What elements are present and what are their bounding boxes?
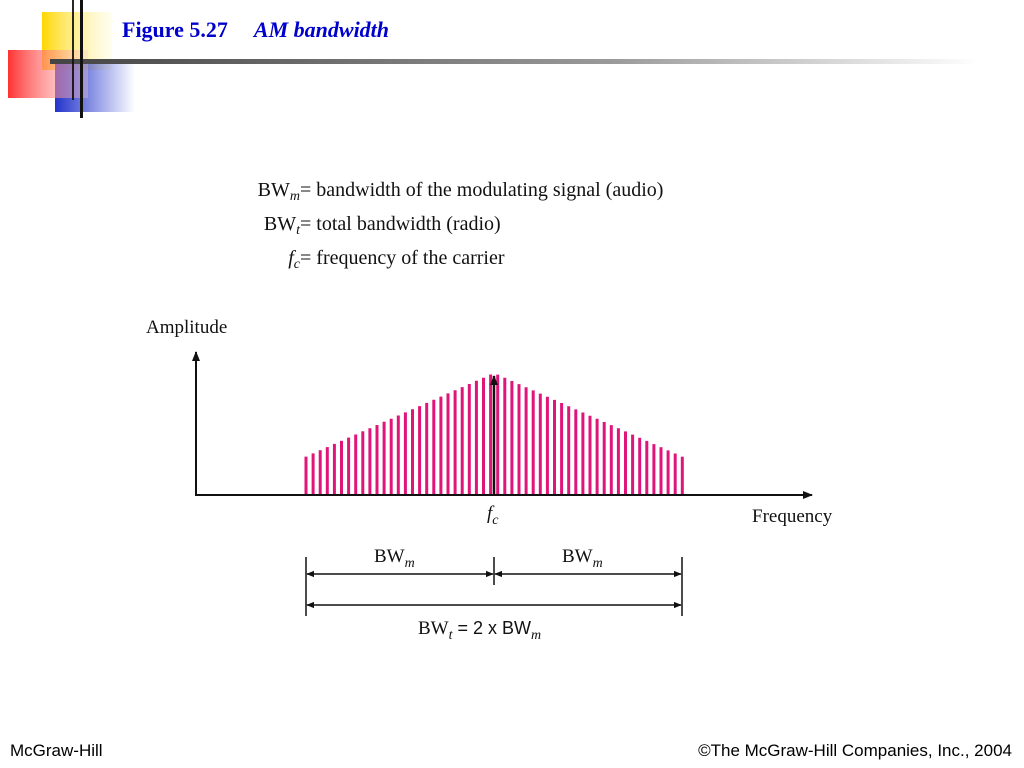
total-bw-label: $BW_t = 2$ x $BW_m$ <box>418 618 542 643</box>
footer-publisher: McGraw-Hill <box>10 741 103 760</box>
definitions-list: $BW_m$ = bandwidth of the modulating signal (audio) $BW_t$ = total bandwidth (radio) $f_c$ = frequency of the carrier <box>257 179 664 272</box>
figure-label: Figure 5.27 <box>122 17 228 42</box>
left-bwm-label: $BW_m$ <box>374 546 415 571</box>
footer-copyright: ©The McGraw-Hill Companies, Inc., 2004 <box>698 741 1012 760</box>
y-axis-label: Amplitude <box>146 317 228 338</box>
right-bwm-label: $BW_m$ <box>562 546 603 571</box>
carrier-frequency-label: $f_c$ <box>487 503 499 528</box>
x-axis-label: Frequency <box>752 506 833 527</box>
figure-title: AM bandwidth <box>253 17 390 42</box>
